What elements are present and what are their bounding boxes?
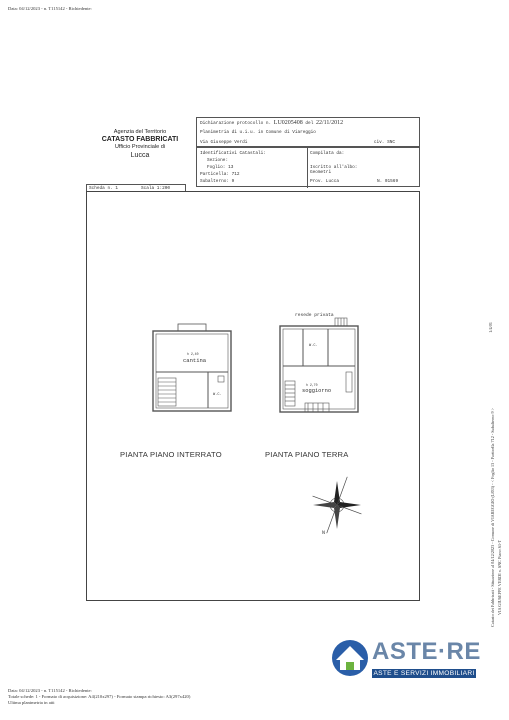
basement-height: h 2,40 bbox=[187, 352, 199, 356]
ground-title: PIANTA PIANO TERRA bbox=[265, 450, 349, 459]
address: Via Giuseppe Verdi bbox=[200, 140, 248, 145]
compiled-number: N. 01569 bbox=[377, 179, 399, 184]
astere-logo bbox=[330, 638, 480, 682]
agency-line1: Agenzia del Territorio bbox=[113, 129, 167, 135]
compass-icon bbox=[302, 468, 371, 542]
agency-line3: Ufficio Provinciale di bbox=[114, 144, 166, 150]
wc-basement-label: W.C. bbox=[213, 393, 222, 397]
logo-brand: ASTE·RE bbox=[372, 638, 481, 665]
compiled-province: Prov. Lucca bbox=[310, 179, 339, 184]
side-code: 1/4/01 bbox=[488, 322, 493, 333]
soggiorno-label: soggiorno bbox=[302, 388, 332, 394]
compass-north-label: N bbox=[322, 530, 326, 536]
compiled-name: Iscritto all'albo: bbox=[310, 165, 358, 170]
compiled-title: Compilata da: bbox=[310, 151, 345, 156]
cantina-label: cantina bbox=[183, 357, 207, 364]
side-text-1: Catasto dei Fabbricati - Situazione al 04/12/2023 - Comune di VIAREGGIO (L833) - < Foglio 13 - Particella 712 - Subalterno 9 > bbox=[490, 408, 495, 627]
identifiers-title: Identificativi Catastali: bbox=[200, 151, 266, 156]
house-logo-icon bbox=[330, 638, 370, 678]
civic-number: civ. SNC bbox=[373, 140, 395, 145]
particella: Particella: 712 bbox=[200, 172, 240, 177]
side-text-2: VIA GIUSEPPE VERDI n. SNC Piano S1-T bbox=[497, 540, 502, 615]
agency-line2: CATASTO FABBRICATI bbox=[101, 136, 179, 143]
sezione: Sezione: bbox=[207, 158, 229, 163]
date-label: del bbox=[305, 121, 314, 126]
wc-ground-label: W.C. bbox=[309, 344, 318, 348]
footer-line3: Ultima planimetria in atti bbox=[8, 700, 55, 705]
foglio: Foglio: 13 bbox=[207, 165, 234, 170]
subalterno: Subalterno: 9 bbox=[200, 179, 235, 184]
ground-height: h 2,70 bbox=[306, 383, 318, 387]
agency-line4: Lucca bbox=[130, 152, 150, 159]
ground-plan bbox=[280, 318, 358, 412]
header-text: Data: 04/12/2023 - n. T115142 - Richiedente: bbox=[8, 6, 92, 11]
footer-line2: Totale schede: 1 - Formato di acquisizione: A4(210x297) - Formato stampa richiesto: A3(297x420) bbox=[8, 694, 191, 699]
resede-label: resede privata bbox=[295, 313, 334, 318]
footer-line1: Data: 04/12/2023 - n. T115142 - Richiedente: bbox=[8, 688, 92, 693]
plan-description: Planimetria di u.i.u. in Comune di Viareggio bbox=[200, 130, 316, 135]
basement-plan bbox=[153, 324, 231, 411]
protocol-label: Dichiarazione protocollo n. bbox=[200, 121, 272, 126]
scheda-number: Scheda n. 1 bbox=[89, 186, 118, 191]
protocol-date: 22/11/2012 bbox=[315, 120, 344, 126]
scale: Scala 1:200 bbox=[141, 186, 170, 191]
compiled-albo: Geometri bbox=[310, 170, 332, 175]
protocol-number: LU0205408 bbox=[273, 120, 303, 126]
logo-tagline: ASTE E SERVIZI IMMOBILIARI bbox=[373, 670, 475, 677]
basement-title: PIANTA PIANO INTERRATO bbox=[120, 450, 222, 459]
